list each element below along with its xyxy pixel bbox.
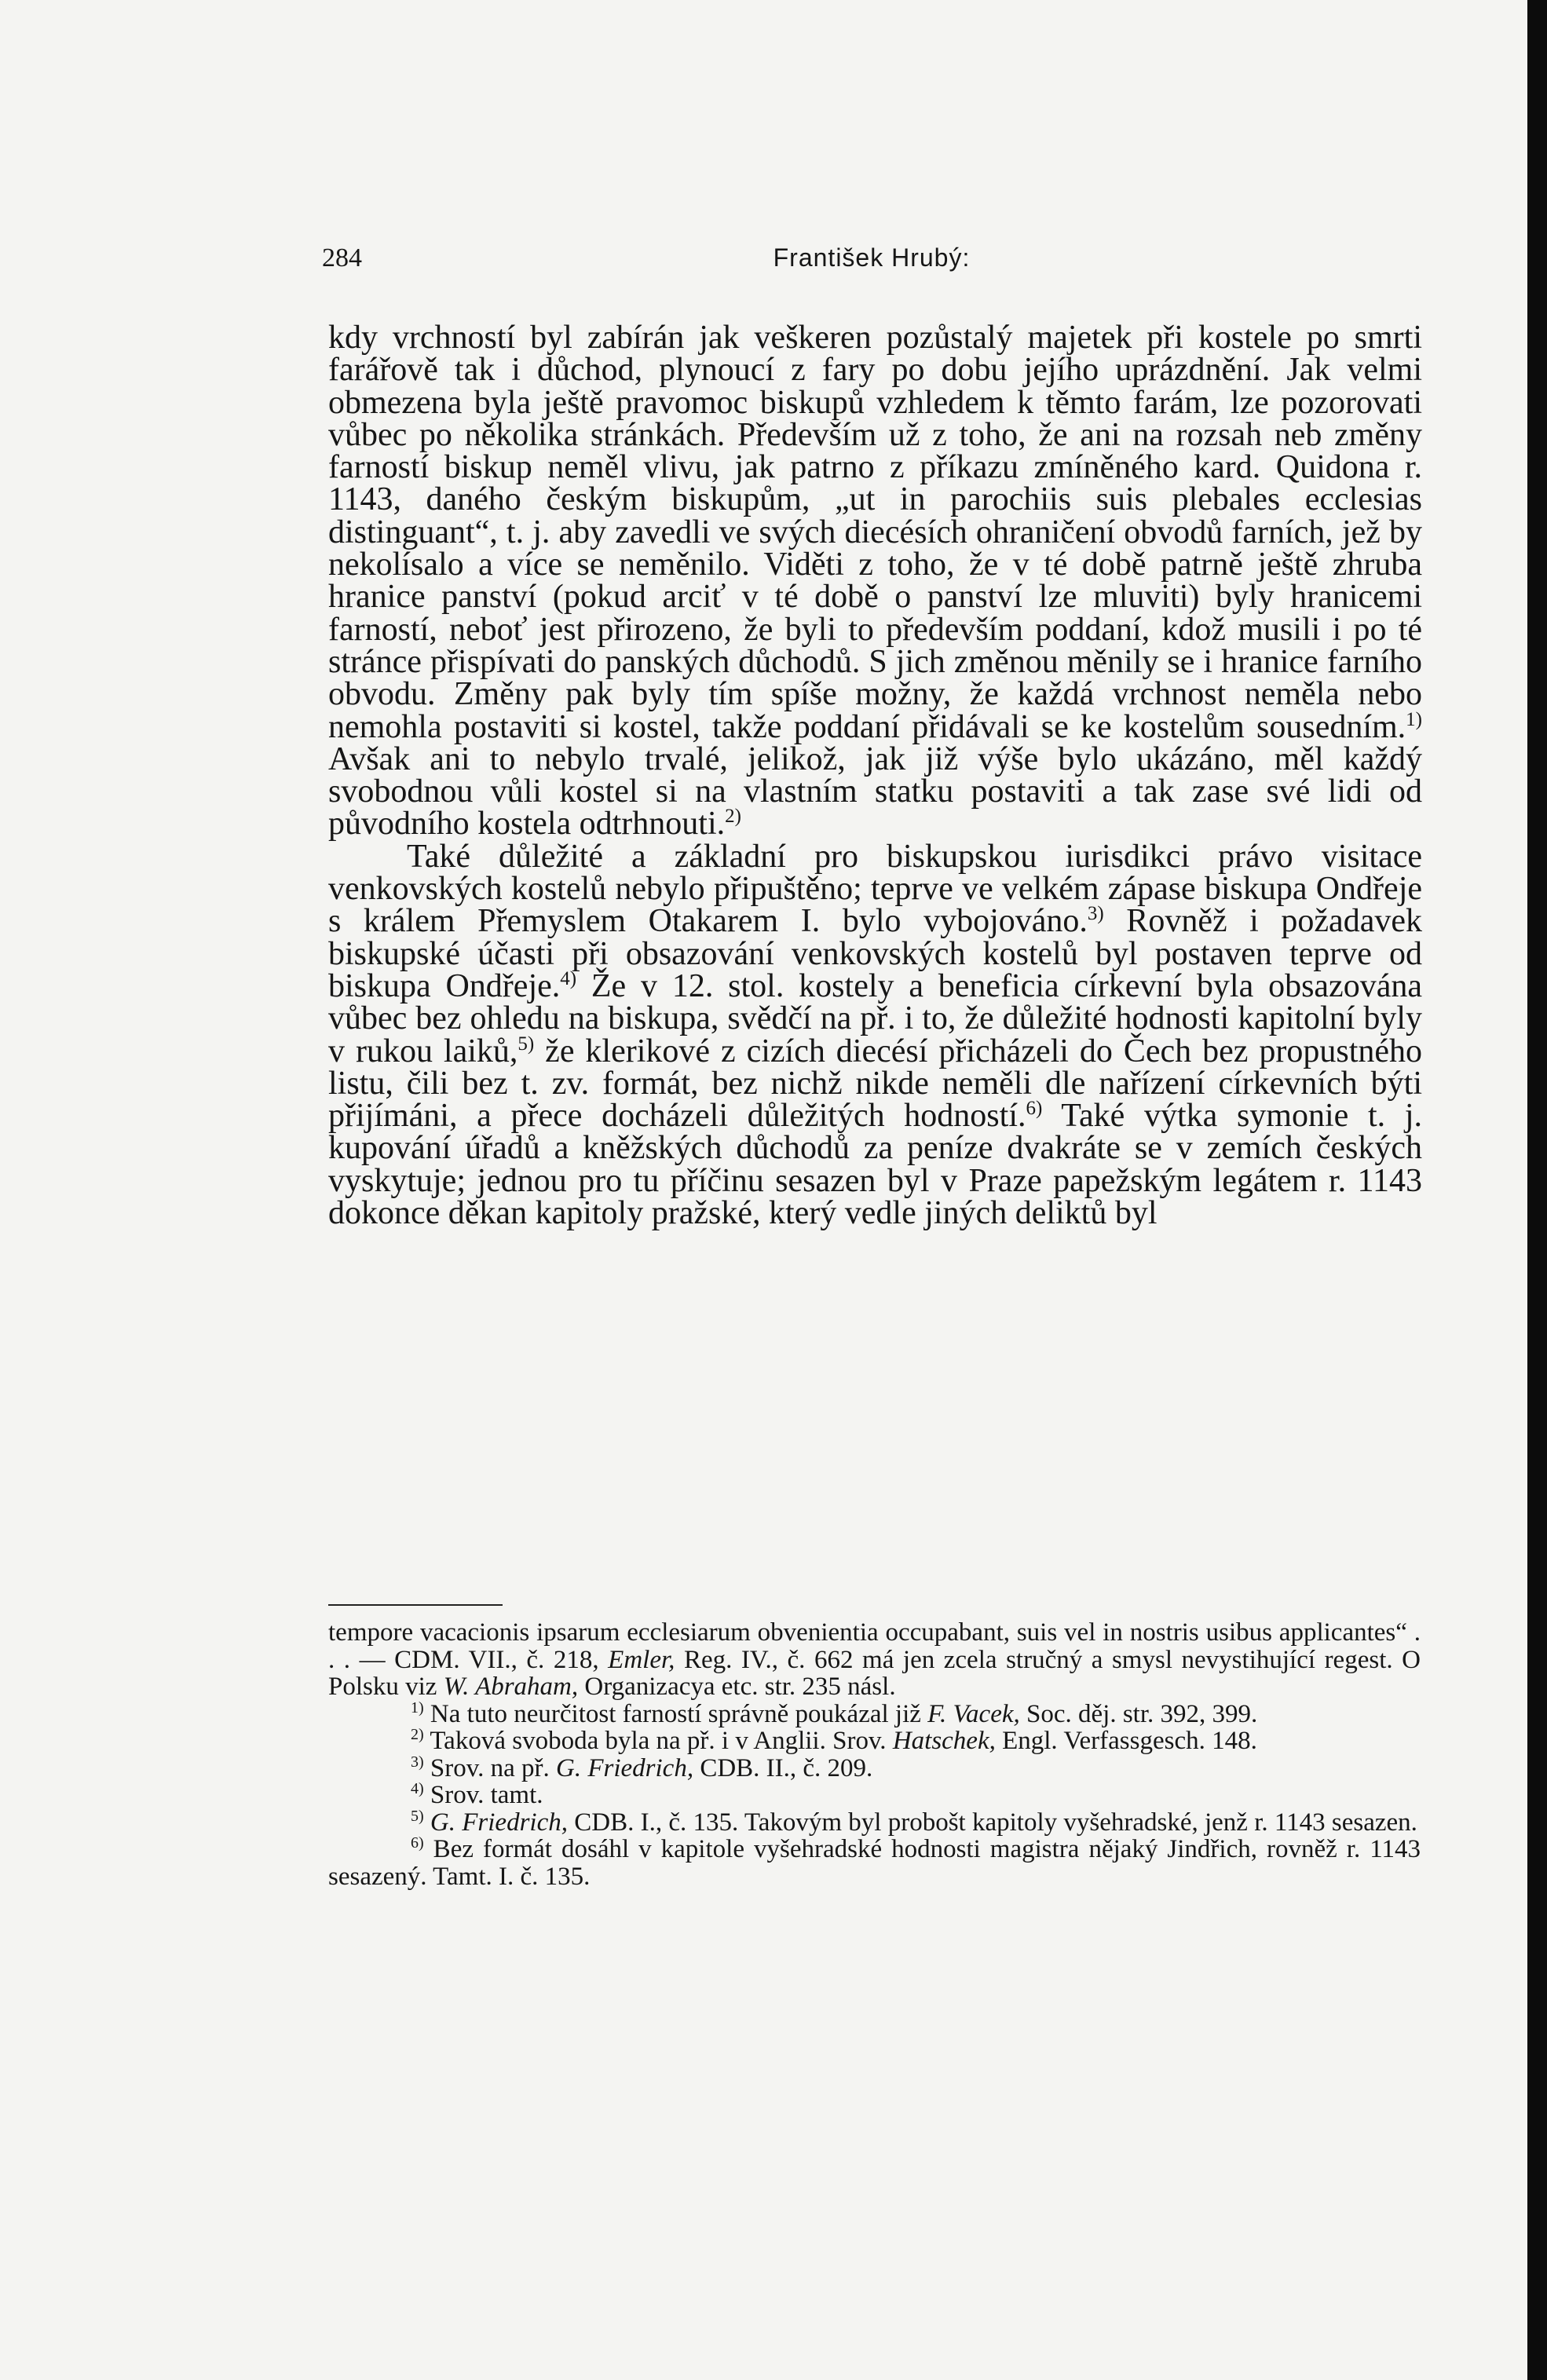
scan-border — [1527, 0, 1547, 2380]
paragraph-1: kdy vrchností byl zabírán jak veškeren pozůstalý majetek při kostele po smrti farářově tak i důchod, plynoucí z fary po dobu jejího uprázdnění. Jak velmi obmezena byla ještě pravomoc biskupů vzhledem k těmto farám, lze pozorovati vůbec po několika stránkách. Především už z toho, že ani na rozsah neb změny farností biskup neměl vlivu, jak patrno z příkazu zmíněného kard. Quidona r. 1143, daného českým biskupům, „ut in parochiis suis plebales ecclesias distinguant“, t. j. aby zavedli ve svých diecésích ohraničení obvodů farních, jež by nekolísalo a více se neměnilo. Viděti z toho, že v té době patrně ještě zhruba hranice panství (pokud arciť v té době o panství lze mluviti) byly hranicemi farností, neboť jest přirozeno, že byli to především poddaní, kdož musili i po té stránce přispívati do panských důchodů. S jich změnou měnily se i hranice farního obvodu. Změny pak byly tím spíše možny, že každá vrchnost neměla nebo nemohla postaviti si kostel, takže poddaní přidávali se ke kostelům sousedním.$^{1)}$ Avšak ani to nebylo trvalé, jelikož, jak již výše bylo ukázáno, měl každý svobodnou vůli kostel si na vlastním statku postaviti a tak zase své lidi od původního kostela odtrhnouti.$^{2)}$ — [328, 320, 1422, 843]
footnotes — [328, 1619, 1421, 1890]
footnote-5: $^{5)}$ G. Friedrich, CDB. I., č. 135. Takovým byl probošt kapitoly vyšehradské, jenž r. 1143 sesazen. — [411, 1807, 1417, 1837]
footnote-2: $^{2)}$ Taková svoboda byla na př. i v Anglii. Srov. Hatschek, Engl. Verfassgesch. 148. — [411, 1726, 1257, 1755]
footnote-3: $^{3)}$ Srov. na př. G. Friedrich, CDB. II., č. 209. — [411, 1753, 873, 1782]
footnote-ref-3: 3) — [1087, 903, 1104, 925]
footnote-ref-6: 6) — [1026, 1098, 1043, 1120]
paragraph-2: Také důležité a základní pro biskupskou iurisdikci právo visitace venkovských kostelů nebylo připuštěno; teprve ve velkém zápase biskupa Ondřeje s králem Přemyslem Otakarem I. bylo vybojováno.$^{3)}$ Rovněž i požadavek biskupské účasti při obsazování venkovských kostelů byl postaven teprve od biskupa Ondřeje.$^{4)}$ Že v 12. stol. kostely a beneficia církevní byla obsazována vůbec bez ohledu na biskupa, svědčí na př. i to, že důležité hodnosti kapitolní byly v rukou laiků,$^{5)}$ že klerikové z cizích diecésí přicházeli do Čech bez propustného listu, čili bez t. zv. formát, bez nichž nikde neměli dle nařízení církevních býti přijímáni, a přece docházeli důležitých hodností.$^{6)}$ Také výtka symonie t. j. kupování úřadů a kněžských důchodů za peníze dvakráte se v zemích českých vyskytuje; jednou pro tu příčinu sesazen byl v Praze papežským legátem r. 1143 dokonce děkan kapitoly pražské, který vedle jiných deliktů byl — [328, 838, 1422, 1232]
footnote-4: $^{4)}$ Srov. tamt. — [411, 1780, 543, 1809]
running-head: František Hrubý: — [773, 243, 971, 272]
footnote-divider — [328, 1604, 503, 1606]
footnote-ref-5: 5) — [517, 1033, 535, 1055]
page-header — [322, 243, 1421, 283]
main-text — [328, 322, 1422, 1230]
page-number: 284 — [322, 243, 362, 272]
footnote-continuation: tempore vacacionis ipsarum ecclesiarum obvenientia occupabant, suis vel in nostris usibus applicantes“ . . . — CDM. VII., č. 218, Emler, Reg. IV., č. 662 má jen zcela stručný a smysl nevystihující regest. O Polsku viz W. Abraham, Organizacya etc. str. 235 násl. — [328, 1618, 1421, 1701]
footnote-ref-4: 4) — [560, 967, 577, 989]
footnote-ref-2: 2) — [725, 806, 741, 828]
footnote-1: $^{1)}$ Na tuto neurčitost farností správně poukázal již F. Vacek, Soc. děj. str. 392, 399. — [411, 1698, 1258, 1728]
footnote-ref-1: 1) — [1406, 708, 1422, 730]
footnote-6: $^{6)}$ Bez formát dosáhl v kapitole vyšehradské hodnosti magistra nějaký Jindřich, rovněž r. 1143 sesazený. Tamt. I. č. 135. — [328, 1834, 1421, 1891]
